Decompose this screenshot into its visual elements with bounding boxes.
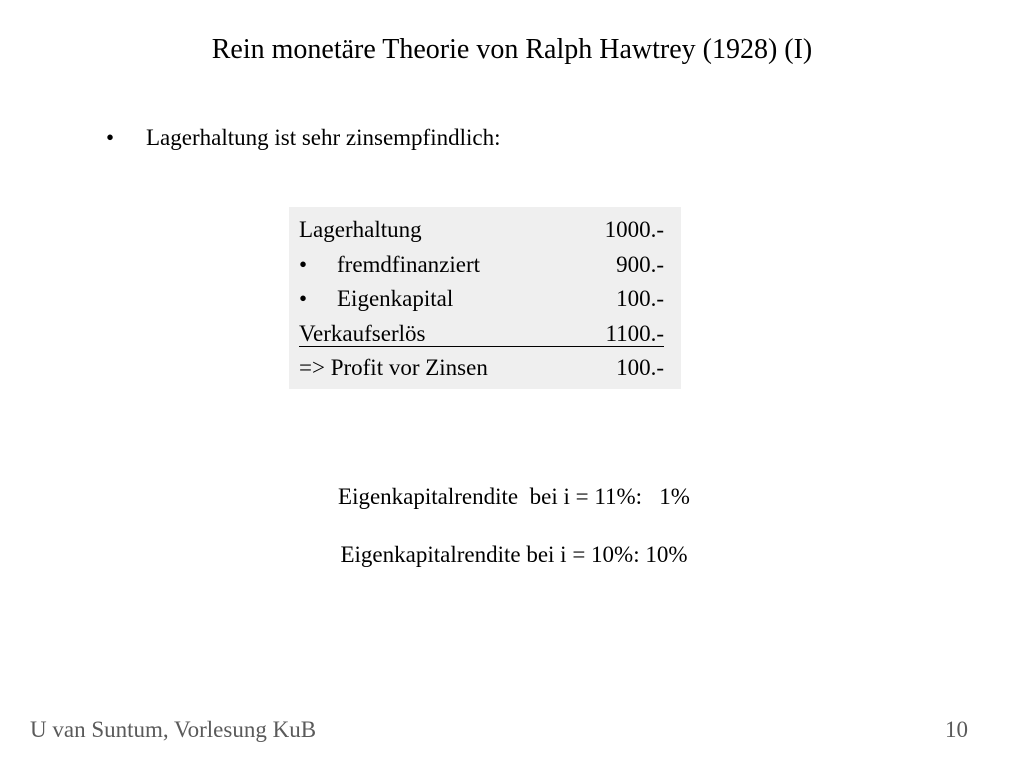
bullet-icon: •	[299, 286, 308, 311]
bullet-text: Lagerhaltung ist sehr zinsempfindlich:	[146, 125, 501, 150]
row-label: Lagerhaltung	[299, 217, 422, 242]
equity-return-line: Eigenkapitalrendite bei i = 11%: 1%	[338, 484, 690, 509]
footer-author: U van Suntum, Vorlesung KuB	[30, 717, 317, 742]
row-label: Verkaufserlös	[299, 320, 426, 346]
row-label: Eigenkapital	[337, 286, 454, 311]
bullet-icon: •	[106, 125, 115, 150]
equity-return-line: Eigenkapitalrendite bei i = 10%: 10%	[340, 542, 688, 567]
row-label: => Profit vor Zinsen	[299, 355, 488, 380]
page-number: 10	[945, 717, 968, 742]
row-value: 100.-	[616, 355, 664, 380]
table-row	[299, 213, 664, 248]
table-row	[299, 282, 664, 317]
slide-title: Rein monetäre Theorie von Ralph Hawtrey (1928) (I)	[211, 34, 813, 65]
table-row	[299, 248, 664, 283]
row-value: 100.-	[616, 286, 664, 311]
bullet-item	[106, 120, 501, 156]
bullet-icon: •	[299, 251, 308, 277]
table-row	[299, 351, 664, 386]
table-row	[299, 317, 664, 352]
row-value: 1000.-	[604, 217, 664, 242]
row-value: 900.-	[616, 251, 664, 277]
inventory-table	[289, 207, 681, 389]
row-label: fremdfinanziert	[337, 251, 481, 277]
row-value: 1100.-	[605, 320, 664, 346]
